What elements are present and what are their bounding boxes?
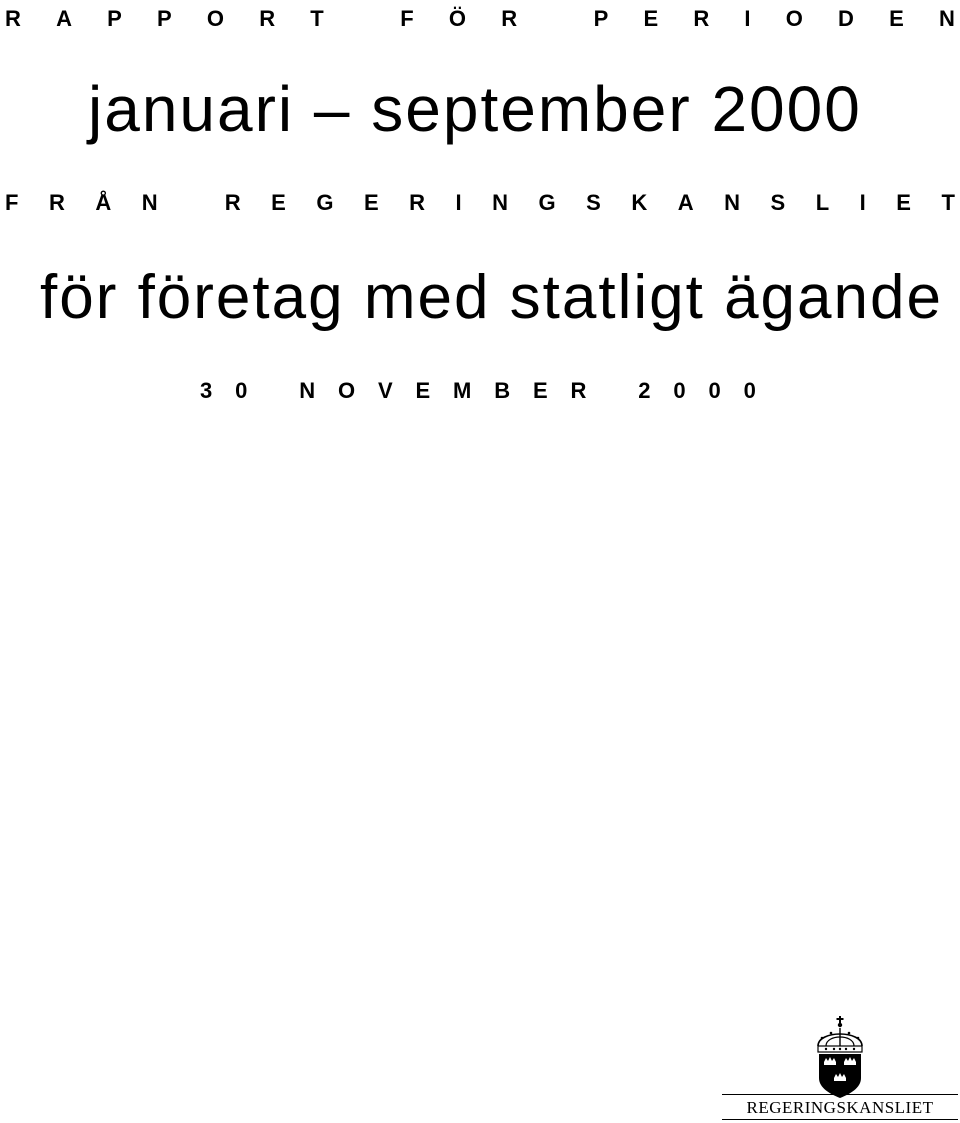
heading-letter: F <box>400 6 414 31</box>
heading-letter: T <box>310 6 324 31</box>
heading-letter: E <box>415 378 431 403</box>
heading-letter: O <box>206 6 225 31</box>
logo-wordmark: REGERINGSKANSLIET <box>746 1098 934 1117</box>
heading-letter: P <box>157 6 172 31</box>
heading-letter: R <box>224 190 241 215</box>
date-heading <box>200 378 756 404</box>
heading-letter: P <box>593 6 609 31</box>
logo-top-rule <box>722 1094 958 1095</box>
heading-letter: S <box>770 190 786 215</box>
heading-letter: R <box>5 6 21 31</box>
heading-letter: 0 <box>708 378 721 403</box>
heading-letter: D <box>838 6 854 31</box>
heading-letter: R <box>259 6 276 31</box>
word-gap <box>188 190 194 216</box>
heading-letter: E <box>889 6 904 31</box>
heading-letter: N <box>141 190 158 215</box>
heading-letter: Ö <box>448 6 467 31</box>
crowned-shield-icon <box>810 1016 870 1100</box>
heading-letter: G <box>316 190 334 215</box>
heading-letter: 0 <box>235 378 248 403</box>
report-period-heading <box>5 6 955 32</box>
heading-letter: N <box>492 190 509 215</box>
period-title: januari – september 2000 <box>88 73 862 145</box>
heading-letter: S <box>586 190 601 215</box>
heading-letter: I <box>455 190 462 215</box>
heading-letter: E <box>896 190 911 215</box>
heading-letter: B <box>494 378 511 403</box>
heading-letter: R <box>693 6 710 31</box>
heading-letter: N <box>724 190 741 215</box>
word-gap <box>609 378 615 404</box>
heading-letter: N <box>939 6 955 31</box>
heading-letter: N <box>299 378 316 403</box>
heading-letter: L <box>815 190 830 215</box>
heading-letter: O <box>785 6 803 31</box>
heading-letter: O <box>337 378 356 403</box>
word-gap <box>359 6 365 32</box>
heading-letter: E <box>363 190 379 215</box>
heading-letter: 0 <box>743 378 756 403</box>
heading-letter: R <box>409 190 426 215</box>
heading-letter: I <box>859 190 866 215</box>
heading-letter: I <box>744 6 751 31</box>
heading-letter: E <box>271 190 286 215</box>
heading-letter: K <box>631 190 648 215</box>
heading-letter: V <box>377 378 393 403</box>
logo-bottom-rule <box>722 1119 958 1120</box>
heading-letter: F <box>5 190 19 215</box>
heading-letter: G <box>538 190 556 215</box>
word-gap <box>270 378 276 404</box>
heading-letter: E <box>643 6 659 31</box>
heading-letter: A <box>56 6 72 31</box>
heading-letter: A <box>677 190 694 215</box>
heading-letter: R <box>501 6 518 31</box>
regeringskansliet-logo <box>722 1016 958 1120</box>
heading-letter: P <box>107 6 122 31</box>
heading-letter: R <box>48 190 65 215</box>
word-gap <box>552 6 558 32</box>
source-heading <box>5 190 955 216</box>
heading-letter: 2 <box>638 378 651 403</box>
heading-letter: Å <box>95 190 112 215</box>
subject-title: för företag med statligt ägande <box>40 263 943 332</box>
heading-letter: R <box>570 378 587 403</box>
heading-letter: M <box>453 378 472 403</box>
heading-letter: 3 <box>200 378 213 403</box>
heading-letter: E <box>532 378 548 403</box>
heading-letter: 0 <box>673 378 686 403</box>
heading-letter: T <box>941 190 955 215</box>
